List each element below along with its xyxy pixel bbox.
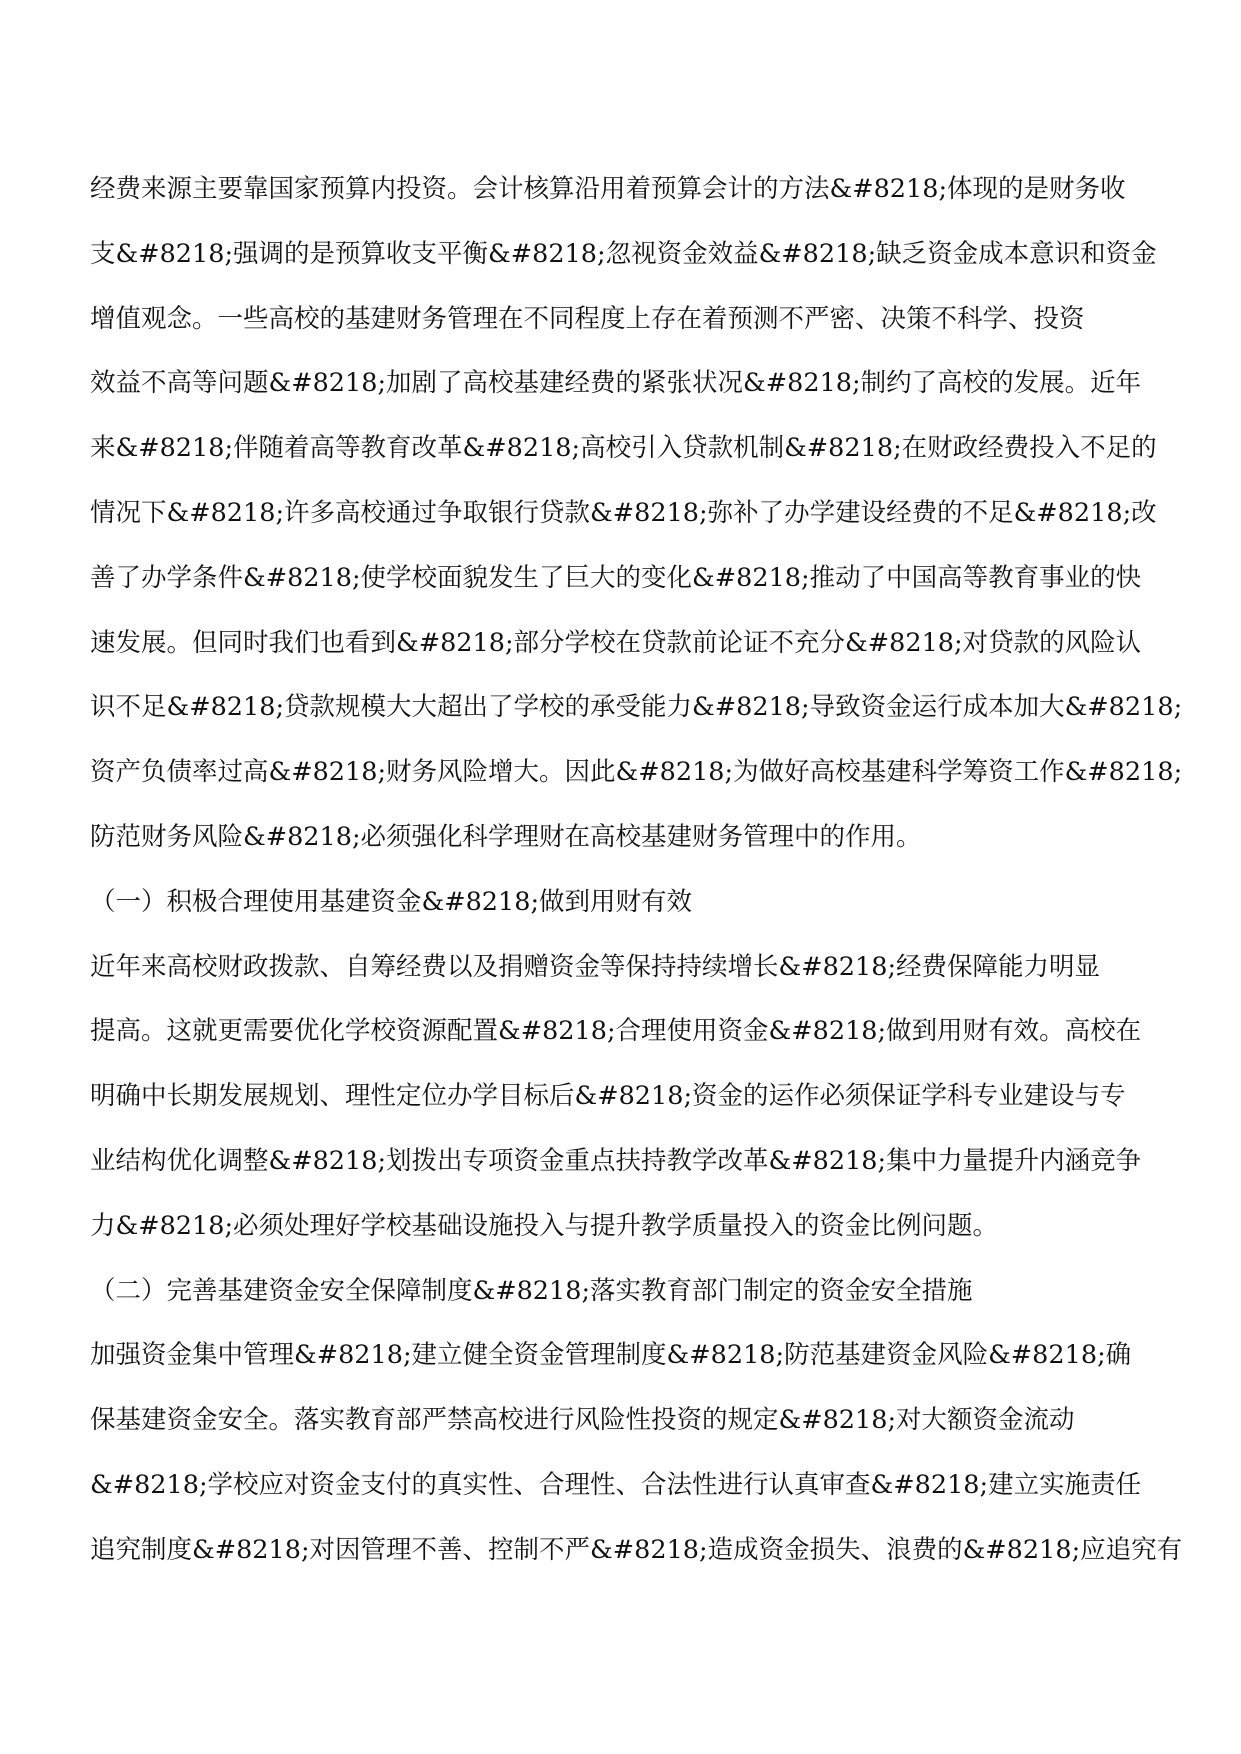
text-line: 追究制度&#8218;对因管理不善、控制不严&#8218;造成资金损失、浪费的&#8218;应追究有 — [90, 1534, 1183, 1565]
text-line: 近年来高校财政拨款、自筹经费以及捐赠资金等保持持续增长&#8218;经费保障能力明显 — [90, 951, 1101, 982]
text-line: 善了办学条件&#8218;使学校面貌发生了巨大的变化&#8218;推动了中国高等教育事业的快 — [90, 562, 1142, 593]
text-line: 效益不高等问题&#8218;加剧了高校基建经费的紧张状况&#8218;制约了高校的发展。近年 — [90, 368, 1142, 399]
text-line: 明确中长期发展规划、理性定位办学目标后&#8218;资金的运作必须保证学科专业建设与专 — [90, 1081, 1126, 1112]
text-line: 提高。这就更需要优化学校资源配置&#8218;合理使用资金&#8218;做到用财有效。高校在 — [90, 1016, 1142, 1047]
text-line: 支&#8218;强调的是预算收支平衡&#8218;忽视资金效益&#8218;缺乏资金成本意识和资金 — [90, 238, 1157, 269]
text-line: 加强资金集中管理&#8218;建立健全资金管理制度&#8218;防范基建资金风险&#8218;确 — [90, 1340, 1132, 1371]
text-line: 情况下&#8218;许多高校通过争取银行贷款&#8218;弥补了办学建设经费的不足&#8218;改 — [90, 497, 1157, 528]
text-line: &#8218;学校应对资金支付的真实性、合理性、合法性进行认真审查&#8218;建立实施责任 — [90, 1469, 1142, 1500]
text-line: 速发展。但同时我们也看到&#8218;部分学校在贷款前论证不充分&#8218;对贷款的风险认 — [90, 627, 1142, 658]
text-line: 防范财务风险&#8218;必须强化科学理财在高校基建财务管理中的作用。 — [90, 821, 922, 852]
section-heading: （二）完善基建资金安全保障制度&#8218;落实教育部门制定的资金安全措施 — [90, 1275, 973, 1306]
text-line: 保基建资金安全。落实教育部严禁高校进行风险性投资的规定&#8218;对大额资金流动 — [90, 1405, 1075, 1436]
text-line: 增值观念。一些高校的基建财务管理在不同程度上存在着预测不严密、决策不科学、投资 — [90, 303, 1085, 334]
text-line: 识不足&#8218;贷款规模大大超出了学校的承受能力&#8218;导致资金运行成本加大&#8218; — [90, 692, 1183, 723]
text-line: 资产负债率过高&#8218;财务风险增大。因此&#8218;为做好高校基建科学筹资工作&#8218; — [90, 757, 1183, 788]
body-text — [90, 157, 1183, 1583]
text-line: 来&#8218;伴随着高等教育改革&#8218;高校引入贷款机制&#8218;在财政经费投入不足的 — [90, 433, 1157, 464]
section-heading: （一）积极合理使用基建资金&#8218;做到用财有效 — [90, 886, 693, 917]
text-line: 力&#8218;必须处理好学校基础设施投入与提升教学质量投入的资金比例问题。 — [90, 1210, 999, 1241]
text-line: 业结构优化调整&#8218;划拨出专项资金重点扶持教学改革&#8218;集中力量提升内涵竞争 — [90, 1145, 1142, 1176]
text-line: 经费来源主要靠国家预算内投资。会计核算沿用着预算会计的方法&#8218;体现的是财务收 — [90, 174, 1126, 204]
